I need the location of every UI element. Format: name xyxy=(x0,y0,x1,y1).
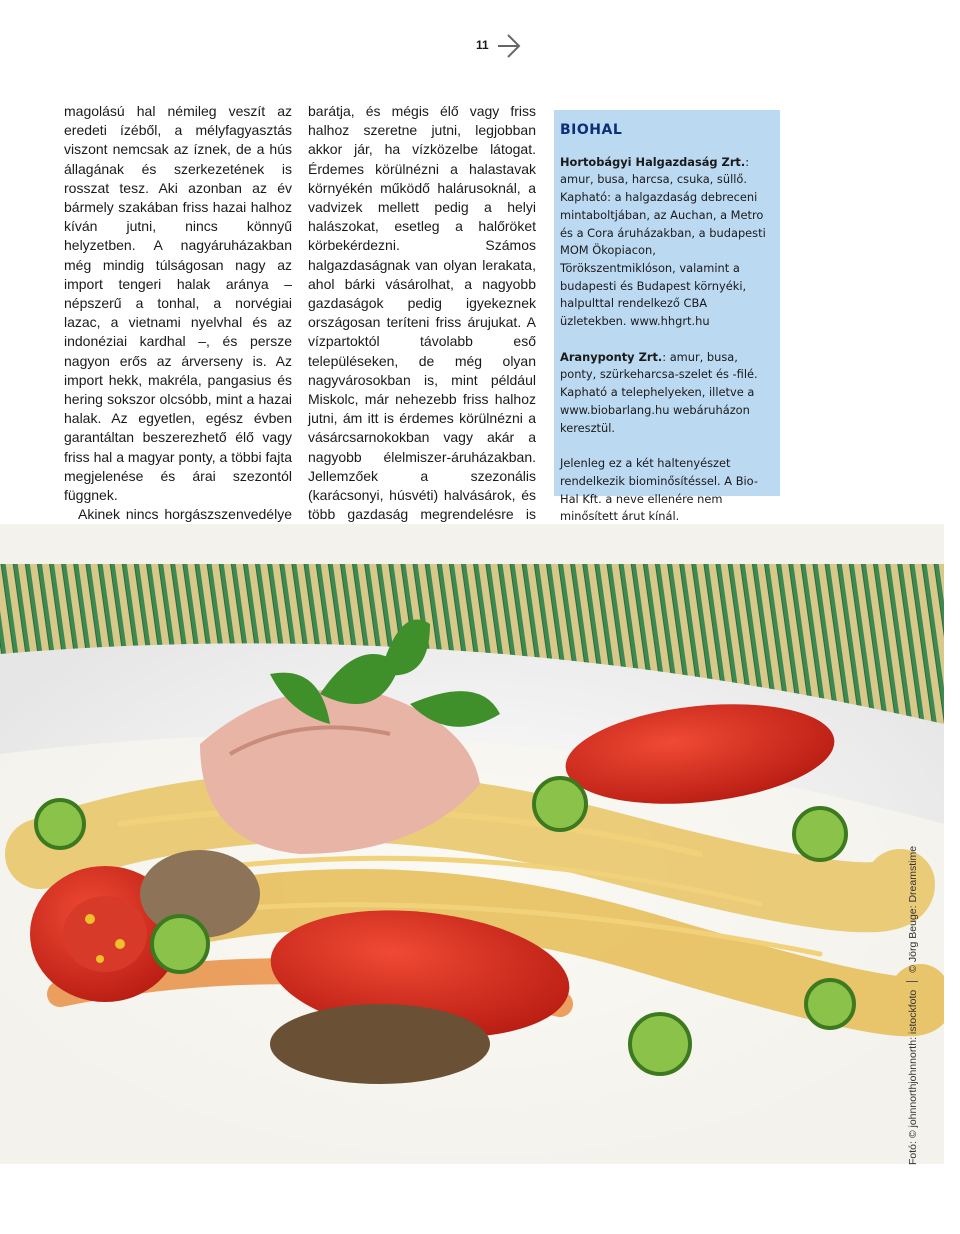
entry-text: : amur, busa, harcsa, csuka, süllő. Kapható: a halgazdaság debreceni mintaboltjában, az Auchan, a Metro és a Cora áruházakban, a budapesti MOM Ökopiacon, Törökszentmiklóson, valamint a budapesti és Budapest környéki, halpulttal rendelkező CBA üzletekben. www.hhgrt.hu xyxy=(560,154,766,329)
article-paragraph: magolású hal némileg veszít az eredeti ízéből, a mélyfagyasztás viszont nemcsak az íznek, de a hús állagának és szerkezetének is rosszat tesz. Aki azonban az év bármely szakában friss hazai halhoz kíván jutni, nincs könnyű helyzetben. A nagyáruházakban még mindig túlságosan nagy az import tengeri halak aránya – népszerű a tonhal, a norvégiai lazac, a vietnami nyelvhal és az indonéziai kardhal –, és persze nagyon erős az árverseny is. Az import hekk, makréla, pangasius és hering sokszor olcsóbb, mint a hazai halak. Az egyetlen, egész évben garantáltan beszerezhető élő vagy friss hal a magyar ponty, a többi fajta megjelenése és árai szezontól függnek. xyxy=(64,103,292,504)
biohal-sidebar xyxy=(554,110,780,524)
entry-name: Aranyponty Zrt. xyxy=(560,349,663,364)
page-number: 11 xyxy=(476,38,489,52)
photo-credit xyxy=(904,545,922,1165)
entry-text: : amur, busa, ponty, szürkeharcsa-szelet és -filé. Kapható a telephelyeken, illetve a www.biobarlang.hu webáruházon keresztül. xyxy=(560,349,758,435)
divider xyxy=(906,981,918,982)
arrow-right-icon xyxy=(496,32,522,60)
sidebar-note: Jelenleg ez a két haltenyészet rendelkezik biominősítéssel. A Bio-Hal Kft. a neve ellenére nem minősített árut kínál. xyxy=(560,456,758,524)
sidebar-title: BIOHAL xyxy=(560,122,623,138)
photo-credit-left: Fotó: © johnnorthjohnnorth: istockfoto xyxy=(907,989,919,1165)
entry-name: Hortobágyi Halgazdaság Zrt. xyxy=(560,154,746,169)
sidebar-entry xyxy=(560,349,772,438)
sidebar-entry xyxy=(560,154,772,331)
article-paragraph: barátja, és mégis élő vagy friss halhoz szeretne jutni, legjobban akkor jár, ha vízközelbe látogat. Érdemes körülnézni a halastavak környékén működő halárusoknál, a vadvizek mellett pedig a helyi halászokat, esetleg a halőröket körbekérdezni. Számos halgazdaságnak van olyan lerakata, ahol bárki vásárolhat, a nagyobb gazdaságok pedig igyekeznek országosan teríteni friss árujukat. A vízpartoktól távolabb eső településeken, de még olyan nagyvárosokban is, mint például Miskolc, már nehezebb friss halhoz jutni, ám itt is érdemes körülnézni a vásárcsarnokokban vagy akár a nagyobb élelmiszer-áruházakban. Jellemzőek a szezonális (karácsonyi, húsvéti) halvásárok, és több gazdaság megrendelésre is xyxy=(308,103,536,523)
food-photo xyxy=(0,524,944,1164)
article-column-2 xyxy=(308,102,536,544)
article-paragraph: Akinek nincs horgászszenvedélye xyxy=(78,506,292,523)
photo-credit-right: © Jörg Beuge: Dreamstime xyxy=(907,845,919,973)
article-column-1 xyxy=(64,102,292,563)
